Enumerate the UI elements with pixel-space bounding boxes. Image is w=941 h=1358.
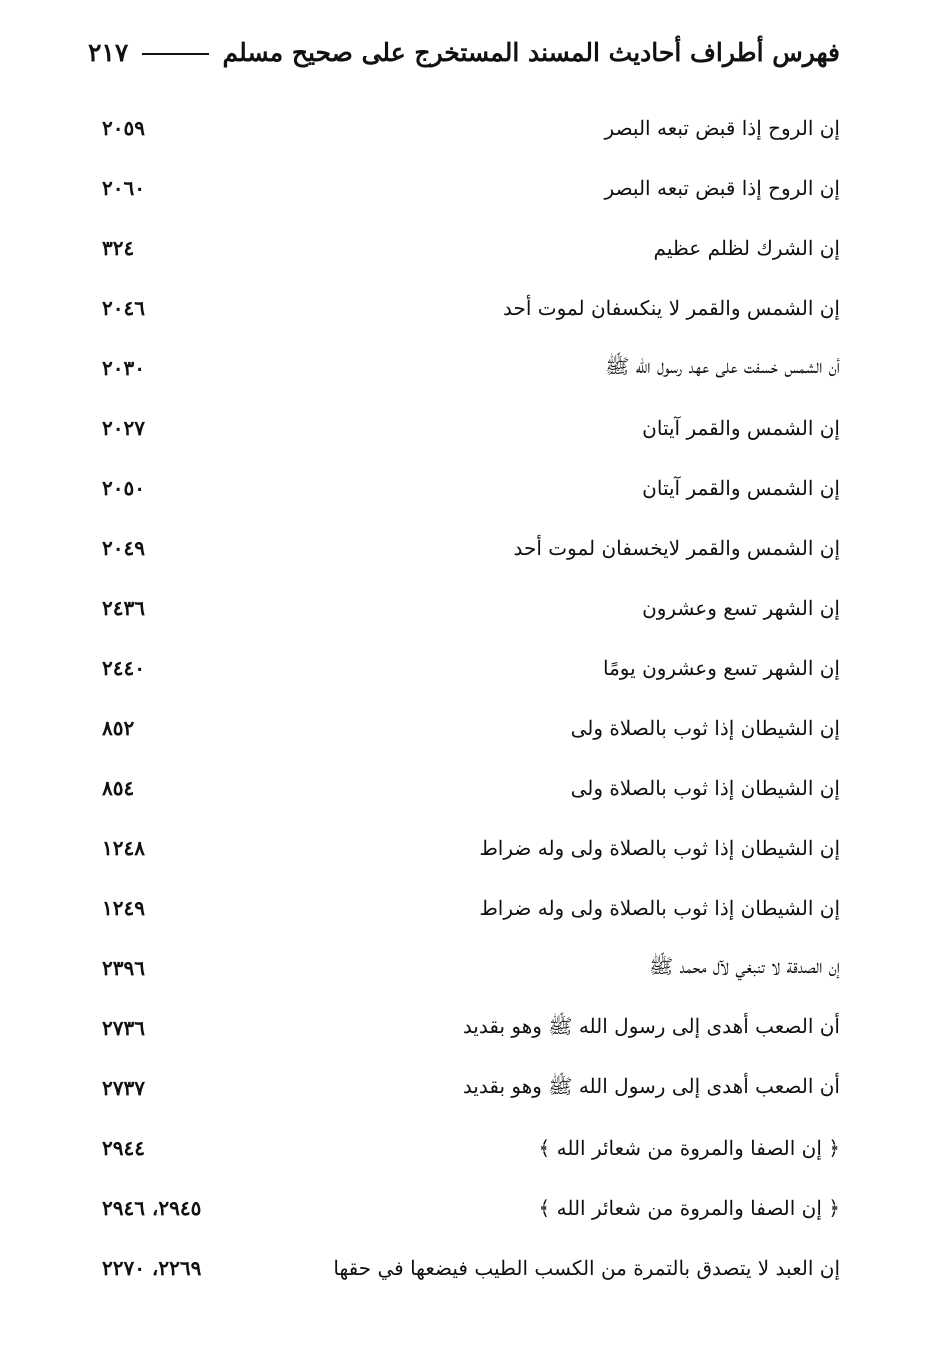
entry-text: إن الشمس والقمر آيتان [642,416,840,440]
entry-refs: ٢٠٥٩ [102,116,145,140]
entry-refs: ٢٤٣٦ [102,596,145,620]
entry-refs: ٢٧٣٦ [102,1016,145,1040]
entry-refs: ٢٩٤٥، ٢٩٤٦ [102,1196,202,1220]
entry-text: إن الشهر تسع وعشرون يومًا [603,656,840,680]
entry-refs: ٢٠٤٦ [102,296,145,320]
entry-refs: ٢٠٤٩ [102,536,145,560]
entry-text: أن الشمس خسفت على عهد رسول الله ﷺ [605,353,840,378]
index-entry [88,278,840,338]
entry-text: إن العبد لا يتصدق بالتمرة من الكسب الطيب فيضعها في حقها [333,1256,840,1280]
index-entry [88,638,840,698]
entry-refs: ٢٠٢٧ [102,416,145,440]
entry-refs: ٢٠٦٠ [102,176,145,200]
entry-text: إن الشيطان إذا ثوب بالصلاة ولى وله ضراط [479,896,840,920]
entry-refs: ٢٣٩٦ [102,956,145,980]
entry-text: ﴿ إن الصفا والمروة من شعائر الله ﴾ [538,1136,840,1160]
hadith-index-list [88,98,840,1298]
entry-text: ﴿ إن الصفا والمروة من شعائر الله ﴾ [538,1196,840,1220]
index-entry [88,1058,840,1118]
entry-text: إن الشهر تسع وعشرون [642,596,840,620]
entry-text: إن الشمس والقمر لايخسفان لموت أحد [513,536,840,560]
entry-text: إن الشيطان إذا ثوب بالصلاة ولى [570,716,840,740]
index-entry [88,458,840,518]
entry-refs: ٢٠٥٠ [102,476,145,500]
entry-refs: ١٢٤٨ [102,836,145,860]
entry-text: إن الصدقة لا تنبغي لآل محمد ﷺ [648,953,840,978]
entry-text: إن الشرك لظلم عظيم [653,236,840,260]
page-number: ٢١٧ [88,37,129,67]
entry-text: إن الشيطان إذا ثوب بالصلاة ولى وله ضراط [479,836,840,860]
index-entry [88,1238,840,1298]
header-rule [142,53,208,55]
entry-text: إن الشمس والقمر آيتان [642,476,840,500]
entry-text: أن الصعب أهدى إلى رسول الله ﷺ وهو بقديد [462,1013,840,1038]
index-entry [88,98,840,158]
entry-refs: ٢٧٣٧ [102,1076,145,1100]
entry-text: إن الروح إذا قبض تبعه البصر [604,176,840,200]
index-entry [88,698,840,758]
index-entry [88,398,840,458]
entry-text: إن الشيطان إذا ثوب بالصلاة ولى [570,776,840,800]
index-entry [88,578,840,638]
entry-text: إن الروح إذا قبض تبعه البصر [604,116,840,140]
entry-refs: ٨٥٤ [102,776,135,800]
index-entry [88,518,840,578]
index-entry [88,818,840,878]
index-entry [88,218,840,278]
entry-refs: ٢٤٤٠ [102,656,145,680]
index-entry [88,878,840,938]
entry-refs: ٨٥٢ [102,716,135,740]
header-title: فهرس أطراف أحاديث المسند المستخرج على صحيح مسلم [222,37,840,67]
entry-refs: ٢٩٤٤ [102,1136,145,1160]
entry-refs: ٣٢٤ [102,236,135,260]
index-entry [88,1118,840,1178]
entry-refs: ٢٢٦٩، ٢٢٧٠ [102,1256,202,1280]
index-entry [88,338,840,398]
running-header [88,30,840,74]
entry-refs: ١٢٤٩ [102,896,145,920]
index-entry [88,998,840,1058]
entry-refs: ٢٠٣٠ [102,356,145,380]
index-entry [88,938,840,998]
entry-text: أن الصعب أهدى إلى رسول الله ﷺ وهو بقديد [462,1073,840,1098]
index-entry [88,1178,840,1238]
index-entry [88,158,840,218]
index-entry [88,758,840,818]
entry-text: إن الشمس والقمر لا ينكسفان لموت أحد [503,296,840,320]
